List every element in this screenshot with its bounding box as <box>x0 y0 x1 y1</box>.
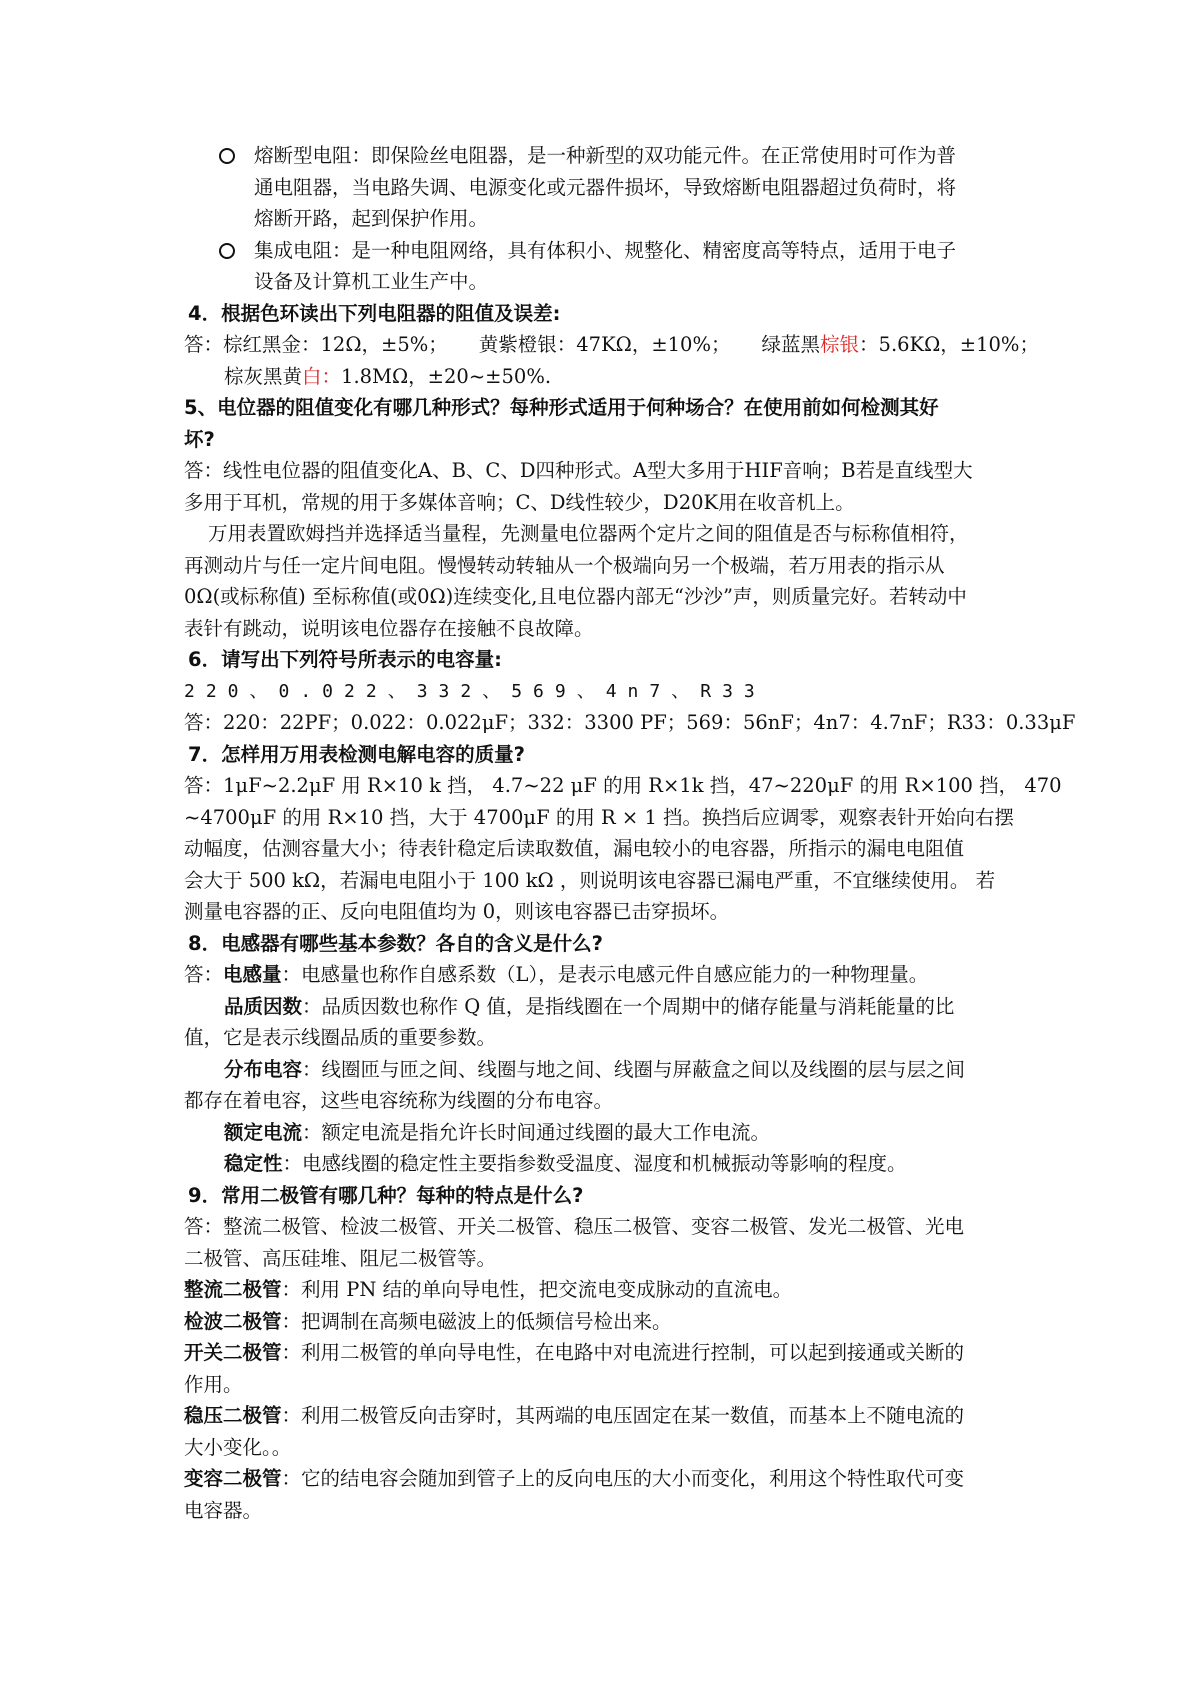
definition: ：电感线圈的稳定性主要指参数受温度、湿度和机械振动等影响的程度。 <box>282 1152 907 1175</box>
term: 稳定性 <box>224 1152 283 1175</box>
answer-text: 棕灰黑黄 <box>224 364 303 388</box>
paragraph-line: 多用于耳机，常规的用于多媒体音响；C、D线性较少，D20K用在收音机上。 <box>184 490 855 514</box>
answer-prefix: 答： <box>184 963 224 986</box>
definition-line <box>184 1054 1019 1086</box>
paragraph-line: 集成电阻：是一种电阻网络，具有体积小、规整化、精密度高等特点，适用于电子 <box>254 238 957 262</box>
question-heading: 6．请写出下列符号所表示的电容量: <box>188 648 502 671</box>
paragraph-line: 再测动片与任一定片间电阻。慢慢转动转轴从一个极端向另一个极端，若万用表的指示从 <box>184 553 945 577</box>
paragraph-line: 值，它是表示线圈品质的重要参数。 <box>184 1026 497 1049</box>
term: 额定电流 <box>224 1120 303 1144</box>
list-item <box>184 140 1019 235</box>
definition: ：利用二极管反向击穿时，其两端的电压固定在某一数值，而基本上不随电流的 <box>281 1404 965 1427</box>
question-heading: 4．根据色环读出下列电阻器的阻值及误差: <box>188 301 561 325</box>
definition-line <box>184 1148 1019 1180</box>
question-heading: 9．常用二极管有哪几种？每种的特点是什么? <box>188 1183 584 1207</box>
paragraph-line: 0Ω(或标称值) 至标称值(或0Ω)连续变化,且电位器内部无“沙沙”声，则质量完好。若转动中 <box>184 585 967 608</box>
question-heading: 5、电位器的阻值变化有哪几种形式？每种形式适用于何种场合？在使用前如何检测其好 <box>184 396 939 419</box>
term: 品质因数 <box>224 994 303 1018</box>
paragraph-line: 熔断型电阻：即保险丝电阻器，是一种新型的双功能元件。在正常使用时可作为普 <box>254 144 957 167</box>
paragraph-line: 熔断开路，起到保护作用。 <box>254 207 489 230</box>
definition: ：把调制在高频电磁波上的低频信号检出来。 <box>281 1309 672 1333</box>
definition: ：电感量也称作自感系数（L），是表示电感元件自感应能力的一种物理量。 <box>281 963 929 986</box>
definition-line <box>184 1306 1019 1338</box>
definition-line <box>184 1463 1019 1495</box>
answer-text: 1.8MΩ，±20~±50%. <box>341 364 552 388</box>
circle-bullet-icon <box>219 148 235 164</box>
answer-text: 绿蓝黑 <box>761 333 821 356</box>
definition: ：品质因数也称作 Q 值，是指线圈在一个周期中的储存能量与消耗能量的比 <box>302 994 955 1018</box>
answer-text: 黄紫橙银：47KΩ，±10%； <box>478 333 731 356</box>
paragraph-line: 答：1μF~2.2μF 用 R×10 k 挡， 4.7~22 μF 的用 R×1k 挡，47~220μF 的用 R×100 挡， 470 <box>184 774 1062 797</box>
paragraph-line: 会大于 500 kΩ，若漏电电阻小于 100 kΩ ，则说明该电容器已漏电严重，不宜继续使用。 若 <box>184 868 996 892</box>
paragraph-line: 二极管、高压硅堆、阻尼二极管等。 <box>184 1246 497 1270</box>
paragraph-line: 通电阻器，当电路失调、电源变化或元器件损坏，导致熔断电阻器超过负荷时，将 <box>254 175 957 199</box>
paragraph-line: 设备及计算机工业生产中。 <box>254 270 489 293</box>
term: 检波二极管 <box>184 1309 282 1333</box>
term: 稳压二极管 <box>184 1404 282 1427</box>
paragraph-line: ~4700μF 的用 R×10 挡，大于 4700μF 的用 R × 1 挡。换挡后应调零，观察表针开始向右摆 <box>184 805 1015 829</box>
paragraph-line: 电容器。 <box>184 1498 263 1522</box>
paragraph-line: 答：整流二极管、检波二极管、开关二极管、稳压二极管、变容二极管、发光二极管、光电 <box>184 1215 965 1238</box>
term: 变容二极管 <box>184 1467 282 1490</box>
definition-line <box>184 1117 1019 1149</box>
term: 分布电容 <box>224 1057 303 1081</box>
definition: ：线圈匝与匝之间、线圈与地之间、线圈与屏蔽盒之间以及线圈的层与层之间 <box>302 1057 966 1081</box>
paragraph-line: 表针有跳动，说明该电位器存在接触不良故障。 <box>184 616 594 640</box>
definition-line <box>184 1337 1019 1369</box>
question-heading: 坏? <box>184 427 215 451</box>
definition-line <box>184 959 1019 991</box>
paragraph-line: 答：线性电位器的阻值变化A、B、C、D四种形式。A型大多用于HIF音响；B若是直线型大 <box>184 459 973 482</box>
paragraph-line: 万用表置欧姆挡并选择适当量程，先测量电位器两个定片之间的阻值是否与标称值相符， <box>208 522 969 545</box>
definition-line <box>184 991 1019 1023</box>
document-page <box>184 140 1076 1526</box>
question-heading: 7．怎样用万用表检测电解电容的质量? <box>188 742 525 766</box>
paragraph-line: 都存在着电容，这些电容统称为线圈的分布电容。 <box>184 1089 614 1112</box>
term: 开关二极管 <box>184 1341 282 1364</box>
answer-text: 答：棕红黑金：12Ω，±5%； <box>184 333 448 356</box>
term: 电感量 <box>223 963 282 986</box>
term: 整流二极管 <box>184 1278 282 1301</box>
definition-line <box>184 1274 1019 1306</box>
symbol-list: 220、0.022、332、569、4n7、R33 <box>184 680 766 702</box>
answer-line <box>184 361 1019 393</box>
paragraph-line: 大小变化。。 <box>184 1435 292 1459</box>
paragraph-line: 动幅度，估测容量大小；待表针稳定后读取数值，漏电较小的电容器，所指示的漏电电阻值 <box>184 837 965 860</box>
circle-bullet-icon <box>219 243 235 259</box>
answer-line: 答：220：22PF；0.022：0.022μF；332：3300 PF；569：56nF；4n7：4.7nF；R33：0.33μF <box>184 711 1076 734</box>
answer-line <box>184 329 1039 361</box>
answer-text: ：5.6KΩ，±10%； <box>859 333 1039 356</box>
list-item <box>184 235 1019 298</box>
highlighted-text: 白： <box>302 364 342 388</box>
definition: ：额定电流是指允许长时间通过线圈的最大工作电流。 <box>302 1120 771 1144</box>
definition: ：它的结电容会随加到管子上的反向电压的大小而变化，利用这个特性取代可变 <box>281 1467 965 1490</box>
paragraph-line: 测量电容器的正、反向电阻值均为 0，则该电容器已击穿损坏。 <box>184 900 730 923</box>
highlighted-text: 棕银 <box>820 333 860 356</box>
definition-line <box>184 1400 1019 1432</box>
definition: ：利用二极管的单向导电性，在电路中对电流进行控制，可以起到接通或关断的 <box>281 1341 965 1364</box>
paragraph-line: 作用。 <box>184 1372 243 1396</box>
definition: ：利用 PN 结的单向导电性，把交流电变成脉动的直流电。 <box>281 1278 793 1301</box>
question-heading: 8．电感器有哪些基本参数？各自的含义是什么? <box>188 931 603 955</box>
